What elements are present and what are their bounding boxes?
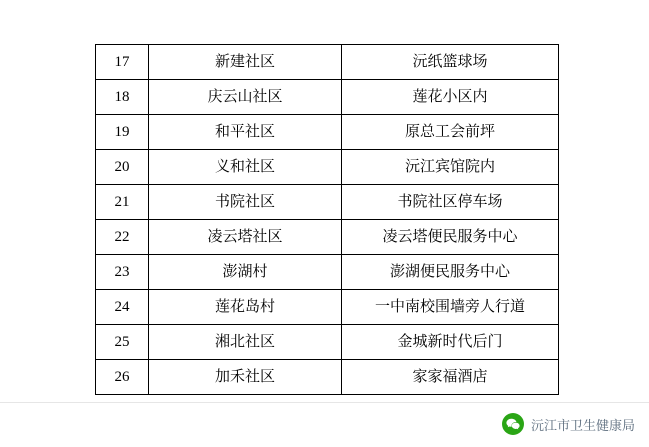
- table-row: [96, 290, 559, 325]
- row-community: 庆云山社区: [149, 80, 342, 115]
- row-number: 24: [96, 290, 149, 325]
- row-place: 沅江宾馆院内: [342, 150, 559, 185]
- row-place: 一中南校围墙旁人行道: [342, 290, 559, 325]
- table-row: [96, 255, 559, 290]
- row-number: 21: [96, 185, 149, 220]
- account-name: 沅江市卫生健康局: [530, 417, 635, 433]
- row-place: 沅纸篮球场: [342, 45, 559, 80]
- row-place: 莲花小区内: [342, 80, 559, 115]
- table-body: [96, 45, 559, 395]
- row-community: 凌云塔社区: [149, 220, 342, 255]
- row-community: 书院社区: [149, 185, 342, 220]
- row-community: 加禾社区: [149, 360, 342, 395]
- row-community: 和平社区: [149, 115, 342, 150]
- row-number: 20: [96, 150, 149, 185]
- table-row: [96, 220, 559, 255]
- page-footer: [0, 402, 649, 447]
- row-number: 25: [96, 325, 149, 360]
- table-row: [96, 45, 559, 80]
- table-container: [95, 44, 555, 395]
- table-row: [96, 80, 559, 115]
- row-community: 湘北社区: [149, 325, 342, 360]
- table-row: [96, 360, 559, 395]
- table-row: [96, 325, 559, 360]
- row-place: 凌云塔便民服务中心: [342, 220, 559, 255]
- row-place: 家家福酒店: [342, 360, 559, 395]
- row-community: 莲花岛村: [149, 290, 342, 325]
- row-place: 澎湖便民服务中心: [342, 255, 559, 290]
- row-number: 18: [96, 80, 149, 115]
- row-place: 金城新时代后门: [342, 325, 559, 360]
- row-number: 23: [96, 255, 149, 290]
- table-row: [96, 185, 559, 220]
- table-row: [96, 150, 559, 185]
- row-place: 书院社区停车场: [342, 185, 559, 220]
- table-row: [96, 115, 559, 150]
- locations-table: [95, 44, 559, 395]
- row-number: 22: [96, 220, 149, 255]
- row-community: 义和社区: [149, 150, 342, 185]
- wechat-icon: [502, 413, 524, 435]
- row-place: 原总工会前坪: [342, 115, 559, 150]
- row-community: 新建社区: [149, 45, 342, 80]
- row-number: 19: [96, 115, 149, 150]
- row-number: 26: [96, 360, 149, 395]
- official-account-credit[interactable]: [502, 413, 635, 435]
- row-number: 17: [96, 45, 149, 80]
- row-community: 澎湖村: [149, 255, 342, 290]
